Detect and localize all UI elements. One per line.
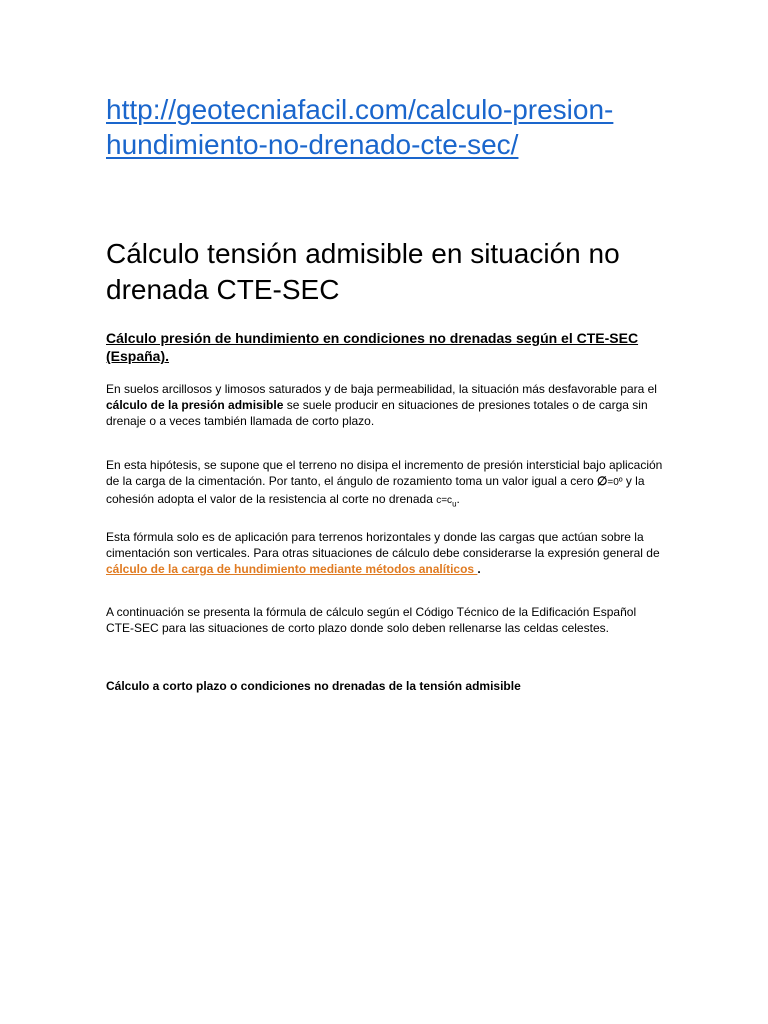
document-subtitle: Cálculo presión de hundimiento en condiciones no drenadas según el CTE-SEC (España). xyxy=(106,330,639,364)
paragraph-intro-bold: cálculo de la presión admisible xyxy=(106,398,284,412)
paragraph-hypothesis-text-1: En esta hipótesis, se supone que el terreno no disipa el incremento de presión intersticial bajo aplicación de la carga de la cimentación. Por tanto, el ángulo de rozamiento toma un valor igual a cero xyxy=(106,458,663,488)
analytic-methods-link[interactable]: cálculo de la carga de hundimiento mediante métodos analíticos xyxy=(106,562,478,576)
paragraph-hypothesis-text-2: y la cohesión adopta el valor de la resistencia al corte no drenada xyxy=(106,474,645,506)
paragraph-application xyxy=(106,529,666,577)
paragraph-formula-intro: A continuación se presenta la fórmula de cálculo según el Código Técnico de la Edificación Español CTE-SEC para las situaciones de corto plazo donde solo deben rellenarse las celdas celestes. xyxy=(106,605,637,635)
paragraph-intro xyxy=(106,381,666,429)
phi-value: =0º xyxy=(607,477,623,488)
phi-symbol: ∅ xyxy=(596,474,608,488)
paragraph-hypothesis-end: . xyxy=(456,492,460,506)
document-title: Cálculo tensión admisible en situación no drenada CTE-SEC xyxy=(106,238,620,305)
cohesion-equation: c=c xyxy=(436,495,453,506)
source-url-link[interactable] xyxy=(106,92,666,162)
paragraph-hypothesis xyxy=(106,457,666,512)
paragraph-application-text-1: Esta fórmula solo es de aplicación para terrenos horizontales y donde las cargas que actúan sobre la cimentación son verticales. Para otras situaciones de cálculo debe considerarse la expresión general de xyxy=(106,530,660,560)
source-url-line-2[interactable]: hundimiento-no-drenado-cte-sec/ xyxy=(106,129,519,160)
paragraph-application-end: . xyxy=(477,562,481,576)
paragraph-intro-text-2: se suele producir en situaciones de presiones totales o de carga sin drenaje o a veces también llamada de corto plazo. xyxy=(106,398,648,428)
section-heading: Cálculo a corto plazo o condiciones no drenadas de la tensión admisible xyxy=(106,679,521,693)
cohesion-subscript: u xyxy=(452,499,457,509)
paragraph-intro-text-1: En suelos arcillosos y limosos saturados y de baja permeabilidad, la situación más desfavorable para el xyxy=(106,382,657,396)
source-url-line-1[interactable]: http://geotecniafacil.com/calculo-presion- xyxy=(106,94,614,125)
